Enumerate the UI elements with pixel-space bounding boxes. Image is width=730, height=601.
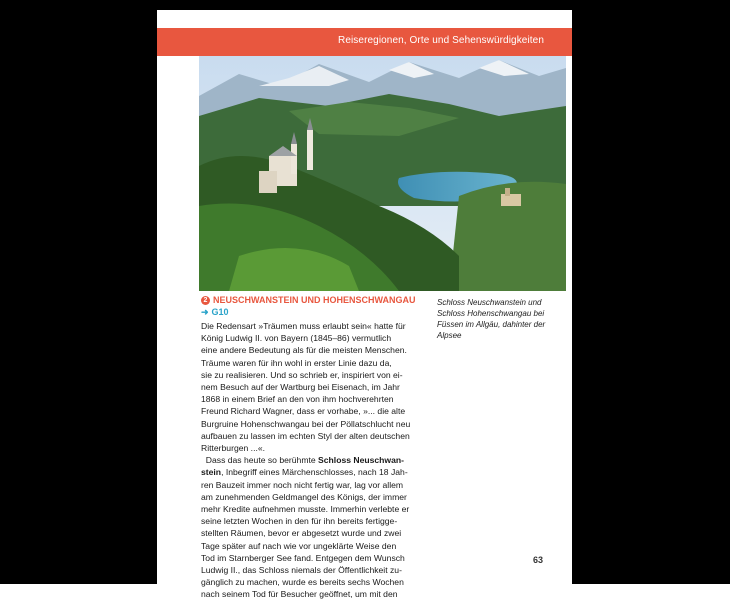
text-line: König Ludwig II. von Bayern (1845–86) vermutlich	[201, 333, 392, 344]
text-line: Burgruine Hohenschwangau bei der Pöllatschlucht neu	[201, 418, 411, 429]
screen-border-left	[0, 0, 157, 584]
text-line: 1868 in einem Brief an den von ihm hochverehrten	[201, 394, 394, 405]
text-line: stellten Räumen, bevor er abgesetzt wurde und zwei	[201, 528, 402, 539]
section-header-band	[157, 28, 572, 56]
article-title	[201, 295, 427, 306]
text-line: Die Redensart »Träumen muss erlaubt sein« hatte für	[201, 321, 406, 331]
p2-bold: Schloss Neuschwan-	[318, 455, 405, 466]
p2-start: Dass das heute so berühmte	[205, 455, 319, 466]
text-line: eine andere Bedeutung als für die meisten Menschen.	[201, 345, 407, 356]
paragraph-1	[201, 320, 427, 454]
text-line: gänglich zu machen, wurde es bereits sechs Wochen	[201, 577, 404, 588]
photo-caption: Schloss Neuschwanstein und Schloss Hohenschwangau bei Füssen im Allgäu, dahinter der Alpsee	[437, 298, 546, 340]
article	[201, 295, 427, 601]
book-page	[157, 10, 572, 600]
text-line: Freund Richard Wagner, dass er vorhabe, »... die alte	[201, 406, 406, 417]
p2-bold2: stein	[201, 467, 222, 478]
text-line: seine letzten Wochen in den für ihn bereits fertigge-	[201, 516, 398, 527]
text-line: mehr Kredite aufnehmen musste. Immerhin verlebte er	[201, 504, 410, 515]
map-reference	[201, 306, 427, 318]
text-line: ren Bauzeit immer noch nicht fertig war, lag vor allem	[201, 479, 404, 490]
text-line: Ludwig II., das Schloss niemals der Öffentlichkeit zu-	[201, 565, 402, 576]
text-line: am zunehmenden Geldmangel des Königs, der immer	[201, 491, 407, 502]
paragraph-2	[201, 454, 427, 600]
screen-border-right	[572, 0, 730, 584]
article-body	[201, 320, 427, 601]
text-line: Tod im Starnberger See fand. Entgegen dem Wunsch	[201, 552, 405, 563]
text-line: aufbauen zu lassen im echten Styl der alten deutschen	[201, 430, 410, 441]
text-line: nach seinem Tod für Besucher geöffnet, um mit den	[201, 589, 398, 600]
text-line: Träume waren für ihn wohl in erster Linie dazu da,	[201, 357, 392, 368]
map-reference-code: G10	[211, 307, 229, 317]
page-number: 63	[533, 555, 544, 565]
text-line: sie zu realisieren. Und so schrieb er, inspiriert von ei-	[201, 369, 403, 380]
article-title-text: NEUSCHWANSTEIN UND HOHENSCHWANGAU	[213, 295, 416, 305]
section-title: Reiseregionen, Orte und Sehenswürdigkeiten	[338, 35, 544, 46]
entry-number-badge: 2	[201, 296, 210, 305]
text-line: Tage später auf nach wie vor ungeklärte Weise den	[201, 540, 397, 551]
castle-landscape-photo	[199, 56, 566, 291]
text-line: Ritterburgen ...«.	[201, 443, 266, 454]
text-line: nem Besuch auf der Wartburg bei Eisenach, im Jahr	[201, 382, 400, 393]
screen-border-top	[157, 0, 572, 10]
text-line	[201, 466, 427, 478]
text-line	[201, 454, 427, 466]
arrow-right-icon: ➜	[201, 307, 209, 317]
p2-rest: , Inbegriff eines Märchenschlosses, nach 18 Jah-	[221, 467, 408, 478]
